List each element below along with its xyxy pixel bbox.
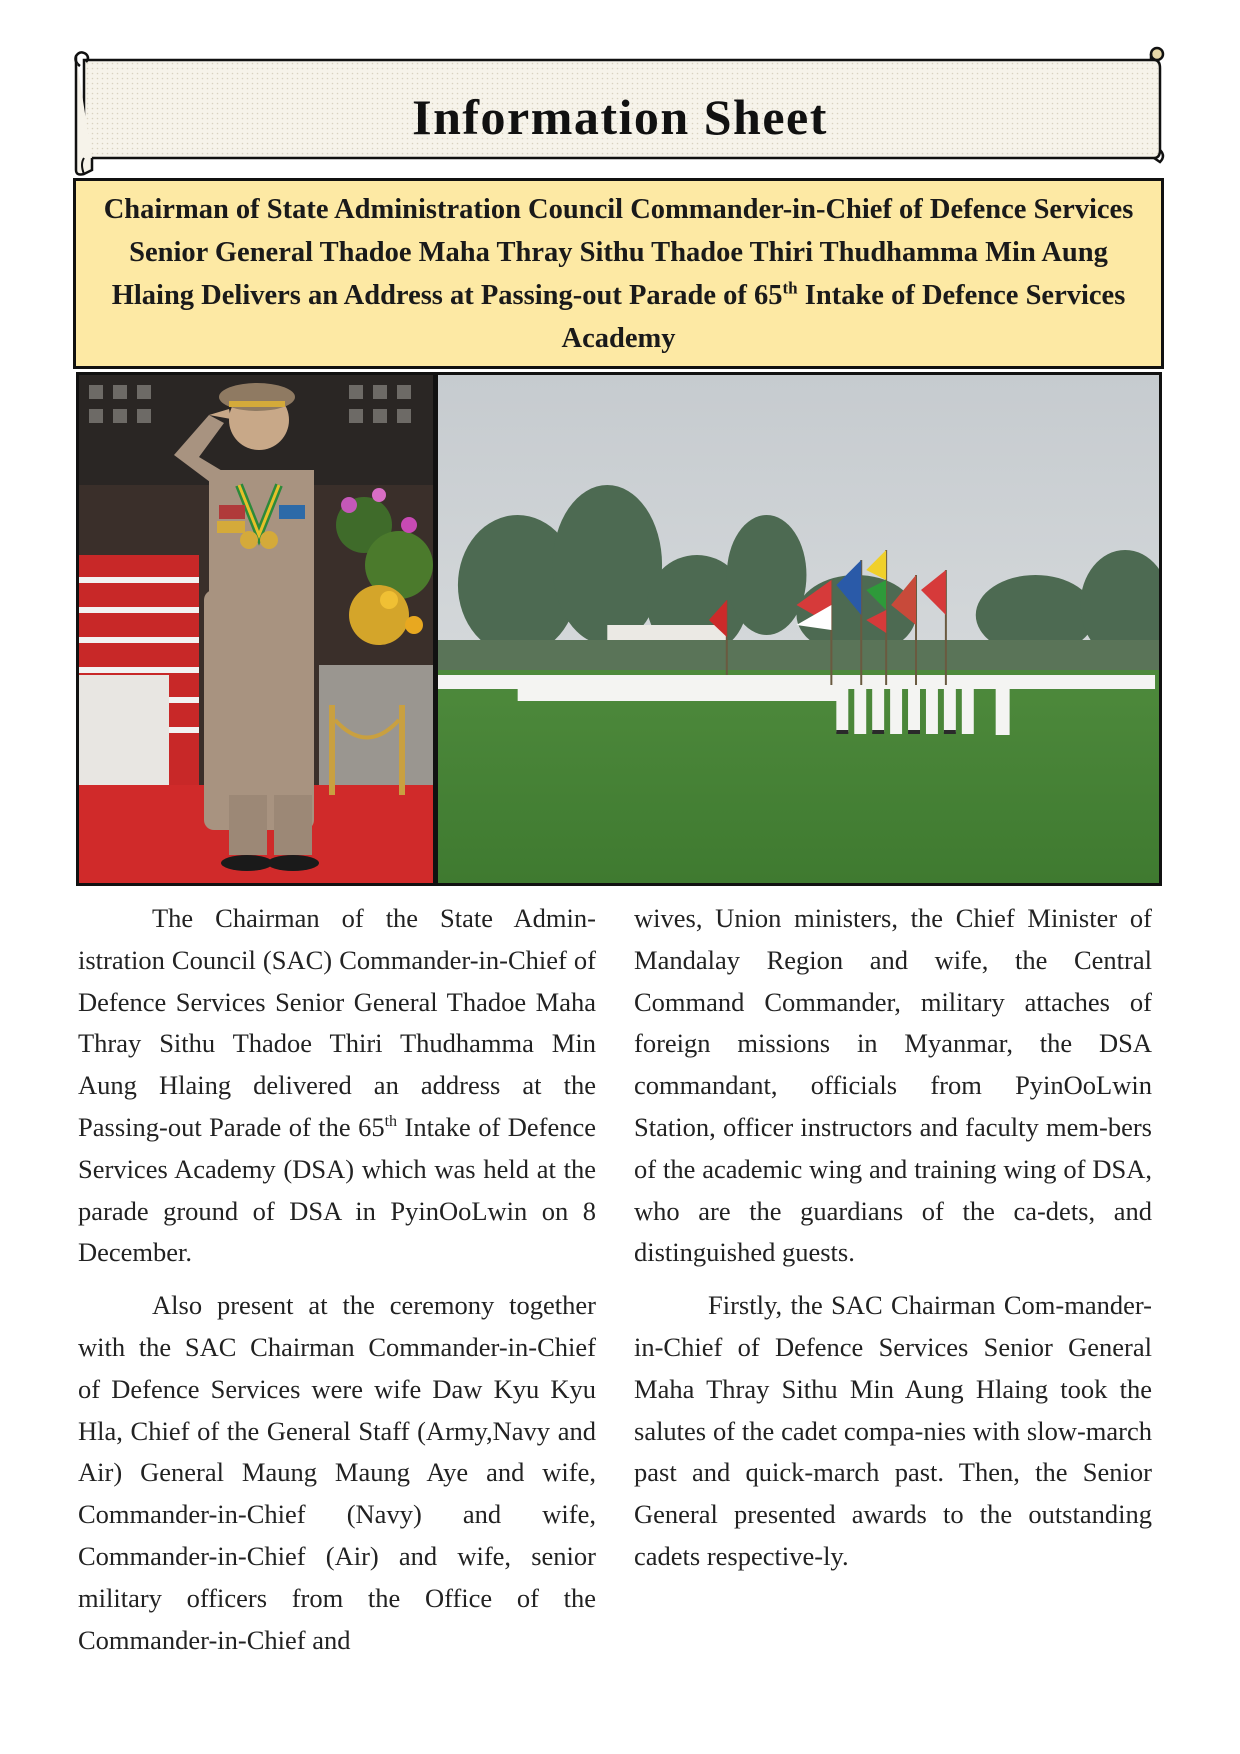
saluting-officer-icon [79, 375, 433, 883]
paragraph-text: The Chairman of the State Admin-istration Council (SAC) Commander-in-Chief of Defence Services Senior General Thadoe Maha Thray Sithu Thadoe Thiri Thudhamma Min Aung Hlaing delivered an address at the Passing-out Parade of the 65 [78, 903, 596, 1142]
headline-part1: Chairman of State Administration Council Commander-in-Chief of Defence Services Senior General Thadoe Maha Thray Sithu Thadoe Thiri Thudhamma Min Aung Hlaing Delivers an Address at Passing-out Parade of 65 [103, 193, 1134, 311]
article-paragraph [78, 898, 596, 1274]
headline-part2: Intake of Defence Services Academy [561, 279, 1126, 354]
headline-text [92, 188, 1145, 360]
headline-box [73, 178, 1164, 369]
page-title: Information Sheet [412, 89, 828, 145]
parade-ground-icon [438, 375, 1159, 883]
parade-ground-photo [438, 375, 1159, 883]
photo-strip [76, 372, 1162, 886]
title-banner [70, 46, 1170, 176]
article-paragraph: Firstly, the SAC Chairman Com-mander-in-Chief of Defence Services Senior General Maha Thray Sithu Min Aung Hlaing took the salutes of the cadet compa-nies with slow-march past and quick-march past. Then, the Senior General presented awards to the outstanding cadets respective-ly. [634, 1290, 1152, 1571]
article-column-left [78, 898, 596, 1672]
article-paragraph: wives, Union ministers, the Chief Minister of Mandalay Region and wife, the Central Command Commander, military attaches of foreign missions in Myanmar, the DSA commandant, officials from PyinOoLwin Station, officer instructors and faculty mem-bers of the academic wing and training wing of DSA, who are the guardians of the ca-dets, and distinguished guests. [634, 903, 1152, 1268]
paragraph-superscript: th [384, 1113, 398, 1131]
article-paragraph: Also present at the ceremony together with the SAC Chairman Commander-in-Chief of Defence Services were wife Daw Kyu Kyu Hla, Chief of the General Staff (Army,Navy and Air) General Maung Maung Aye and wife, Commander-in-Chief (Navy) and wife, Commander-in-Chief (Air) and wife, senior military officers from the Office of the Commander-in-Chief and [78, 1290, 596, 1655]
headline-superscript: th [782, 278, 798, 297]
saluting-officer-photo [79, 375, 433, 883]
article-column-right [634, 898, 1152, 1589]
paragraph-text: Intake of Defence Services Academy (DSA) which was held at the parade ground of DSA in PyinOoLwin on 8 December. [78, 1111, 596, 1268]
